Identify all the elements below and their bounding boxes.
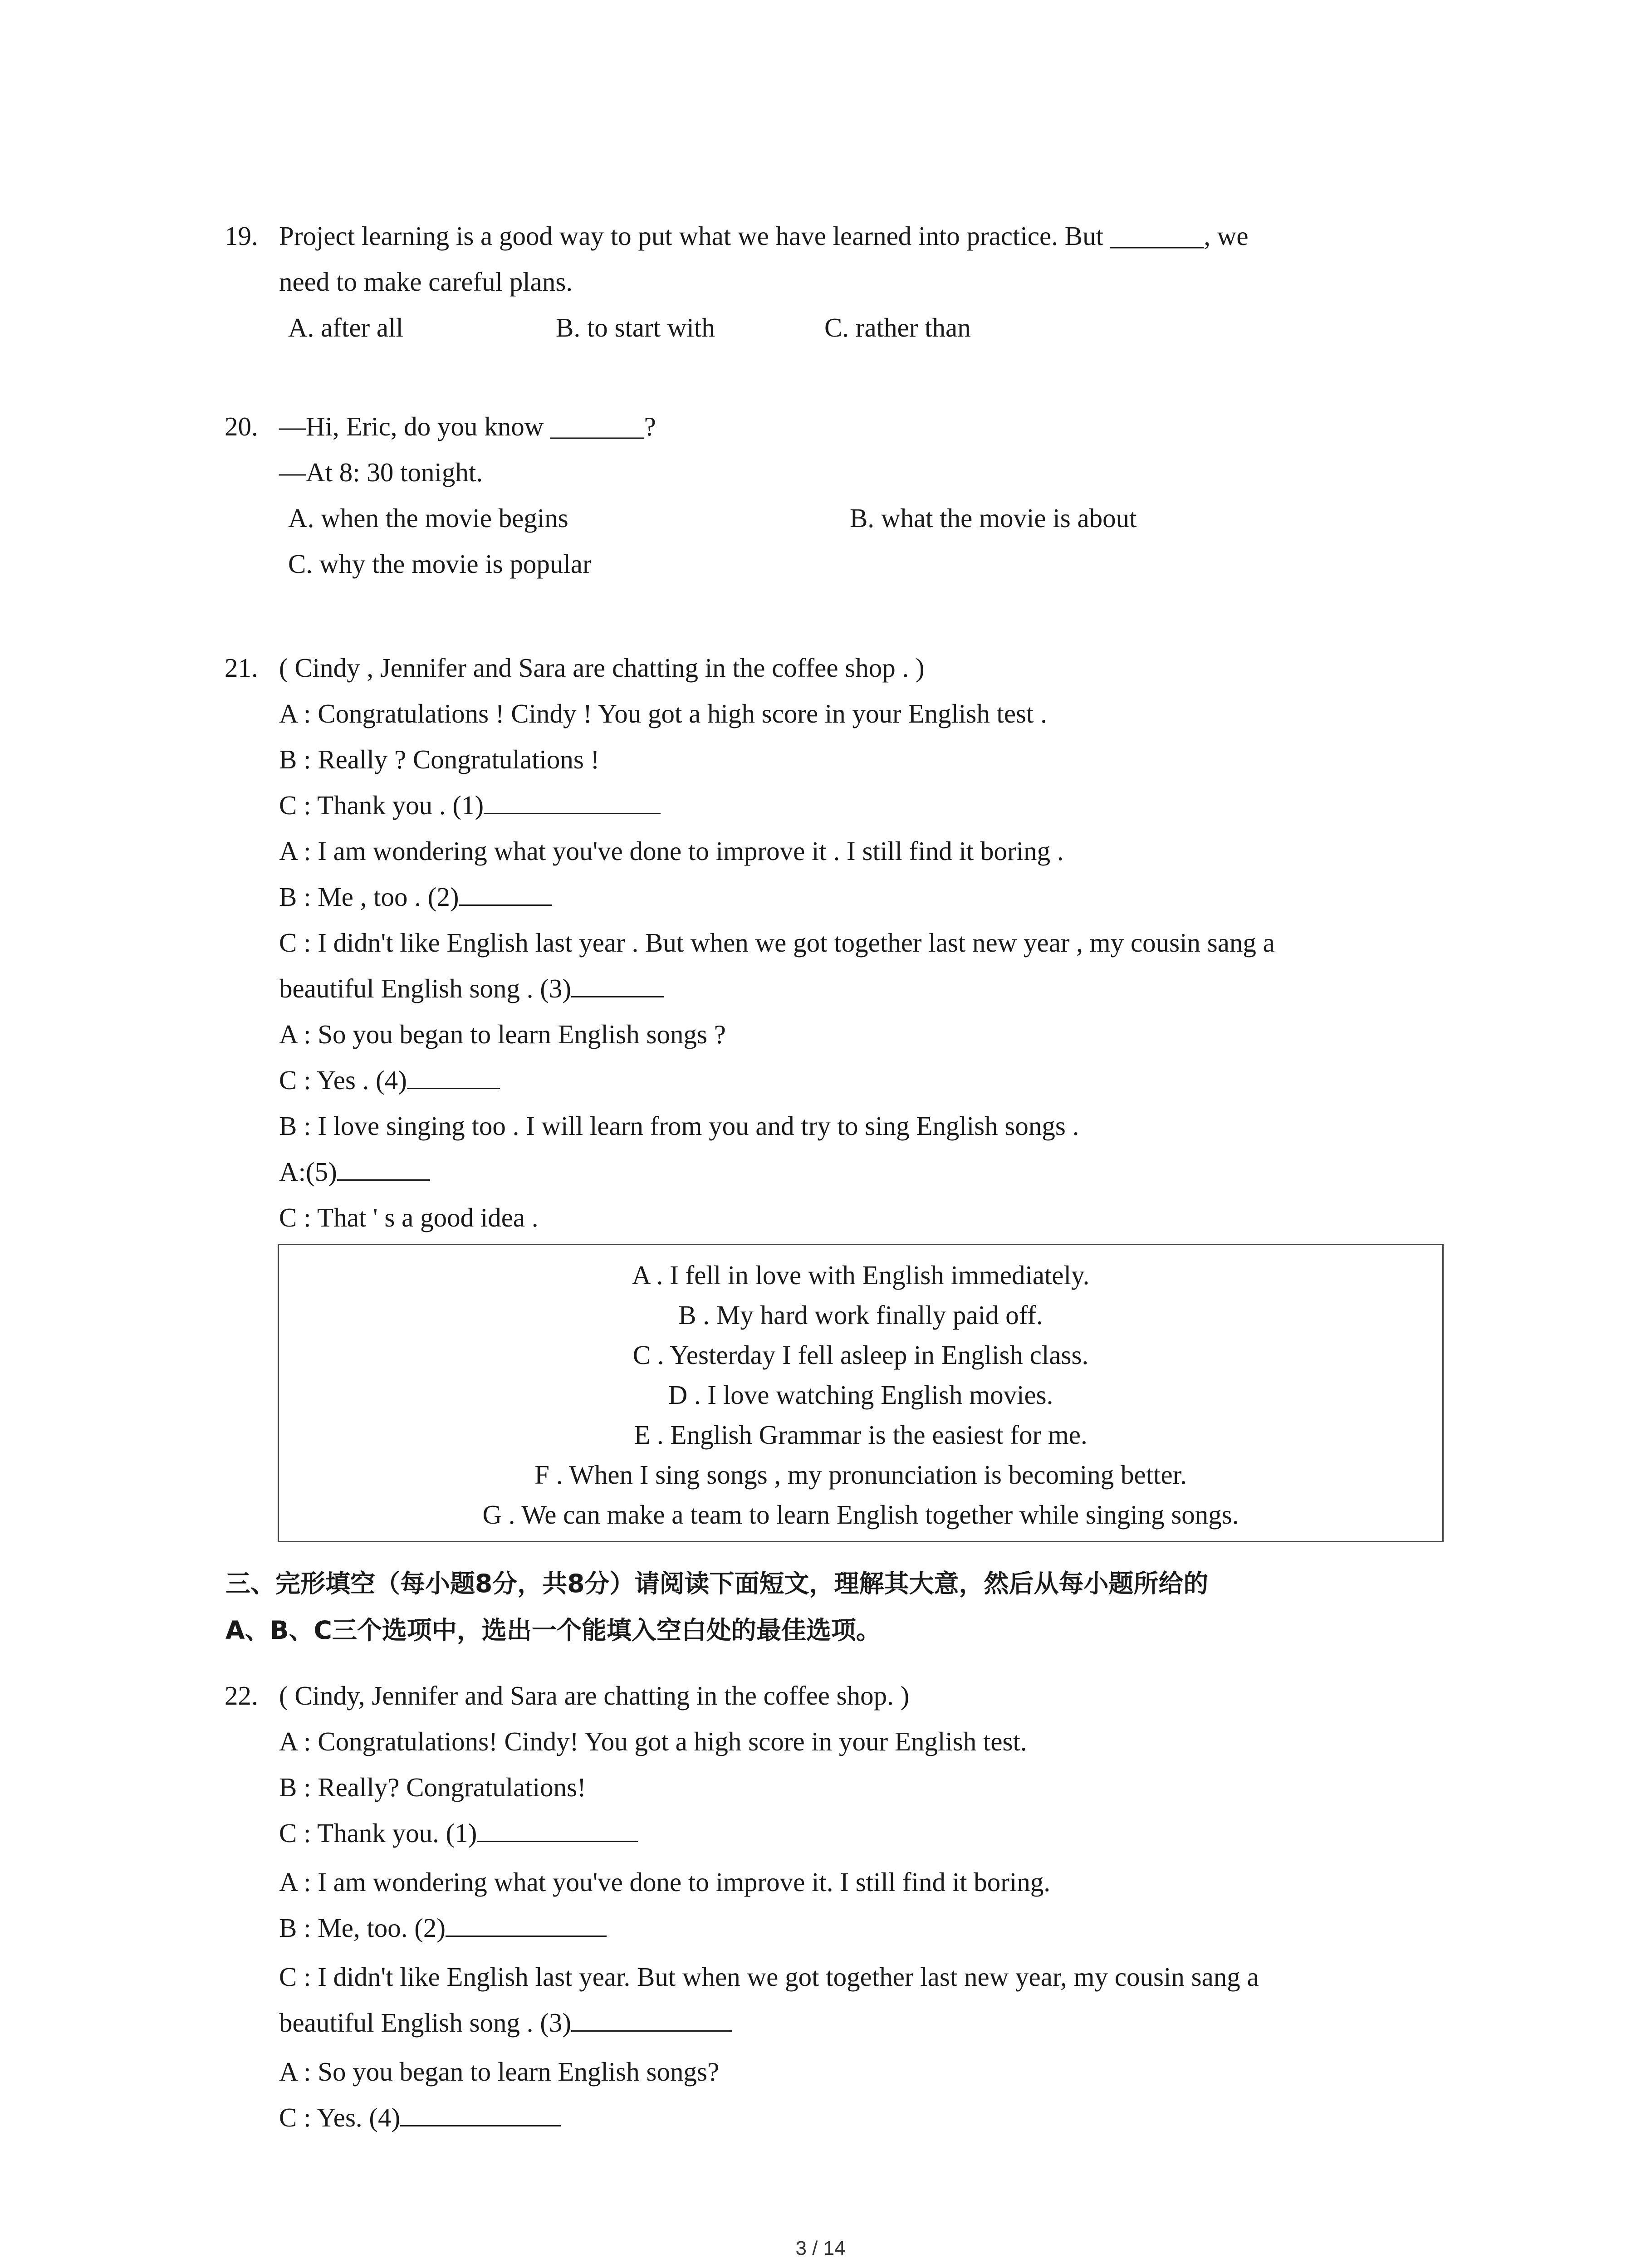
dialogue-line: B : Really? Congratulations! xyxy=(279,1772,586,1802)
dialogue-line: A : I am wondering what you've done to improve it . I still find it boring . xyxy=(279,836,1064,866)
question-text: need to make careful plans. xyxy=(279,267,573,297)
dialogue-line: ( Cindy , Jennifer and Sara are chatting in the coffee shop . ) xyxy=(279,653,925,683)
option-a: A. after all xyxy=(288,313,403,342)
dialogue-line: B : Really ? Congratulations ! xyxy=(279,744,600,774)
section-heading-line: 三、完形填空（每小题8分，共8分）请阅读下面短文，理解其大意，然后从每小题所给的 xyxy=(225,1569,1209,1598)
question-21 xyxy=(225,645,1450,1241)
dialogue-line: beautiful English song . (3) xyxy=(279,2000,732,2046)
dialogue-line: C : I didn't like English last year. But when we got together last new year, my cousin sang a xyxy=(279,1962,1259,1992)
question-text: Project learning is a good way to put what we have learned into practice. But _______, we xyxy=(279,221,1249,251)
section-heading-line: A、B、C三个选项中，选出一个能填入空白处的最佳选项。 xyxy=(225,1616,881,1645)
question-number: 19. xyxy=(225,221,258,251)
question-number: 22. xyxy=(225,1681,258,1711)
page-number: 3 / 14 xyxy=(795,2237,846,2259)
dialogue-line: C : That ' s a good idea . xyxy=(279,1202,539,1232)
dialogue-line: A : Congratulations ! Cindy ! You got a high score in your English test . xyxy=(279,699,1047,728)
dialogue-line: B : Me , too . (2) xyxy=(279,874,552,920)
answer-blank xyxy=(400,2097,561,2126)
dialogue-line: A : So you began to learn English songs ? xyxy=(279,1019,726,1049)
question-19 xyxy=(225,213,1450,351)
dialogue-line: C : Yes . (4) xyxy=(279,1057,500,1103)
option-item: C . Yesterday I fell asleep in English class. xyxy=(632,1340,1089,1370)
option-item: B . My hard work finally paid off. xyxy=(678,1300,1043,1330)
dialogue-line: A:(5) xyxy=(279,1149,430,1195)
dialogue-line: C : Yes. (4) xyxy=(279,2095,561,2141)
option-item: D . I love watching English movies. xyxy=(668,1380,1053,1410)
question-number: 20. xyxy=(225,411,258,441)
option-b: B. to start with xyxy=(556,313,715,342)
answer-text: —At 8: 30 tonight. xyxy=(279,457,483,487)
option-c: C. why the movie is popular xyxy=(288,549,592,579)
option-item: A . I fell in love with English immediately. xyxy=(632,1260,1090,1290)
answer-blank xyxy=(459,876,552,906)
answer-blank xyxy=(484,785,661,814)
dialogue-line: A : I am wondering what you've done to improve it. I still find it boring. xyxy=(279,1867,1051,1897)
dialogue-line: C : Thank you . (1) xyxy=(279,782,661,828)
answer-blank xyxy=(571,968,664,997)
option-c: C. rather than xyxy=(824,313,971,342)
option-a: A. when the movie begins xyxy=(288,503,568,533)
section-heading xyxy=(225,1560,1450,1654)
option-item: F . When I sing songs , my pronunciation is becoming better. xyxy=(534,1460,1187,1490)
dialogue-line: C : I didn't like English last year . But when we got together last new year , my cousin sang a xyxy=(279,928,1275,958)
dialogue-line: A : Congratulations! Cindy! You got a high score in your English test. xyxy=(279,1726,1027,1756)
answer-blank xyxy=(571,2002,732,2032)
option-item: E . English Grammar is the easiest for me. xyxy=(634,1420,1087,1450)
question-22 xyxy=(225,1673,1450,2144)
dialogue-line: beautiful English song . (3) xyxy=(279,966,664,1012)
dialogue-line: C : Thank you. (1) xyxy=(279,1810,638,1856)
question-number: 21. xyxy=(225,653,258,683)
answer-blank xyxy=(407,1060,500,1089)
dialogue-line: B : I love singing too . I will learn from you and try to sing English songs . xyxy=(279,1111,1079,1141)
answer-blank xyxy=(446,1907,607,1937)
answer-blank xyxy=(477,1813,638,1842)
question-20 xyxy=(225,404,1450,587)
answer-options-box xyxy=(278,1244,1444,1542)
option-b: B. what the movie is about xyxy=(850,503,1137,533)
dialogue-line: A : So you began to learn English songs? xyxy=(279,2057,720,2087)
dialogue-line: B : Me, too. (2) xyxy=(279,1905,607,1951)
question-text: —Hi, Eric, do you know _______? xyxy=(279,411,656,441)
option-item: G . We can make a team to learn English together while singing songs. xyxy=(482,1500,1239,1530)
answer-blank xyxy=(337,1151,430,1181)
dialogue-line: ( Cindy, Jennifer and Sara are chatting in the coffee shop. ) xyxy=(279,1681,910,1711)
